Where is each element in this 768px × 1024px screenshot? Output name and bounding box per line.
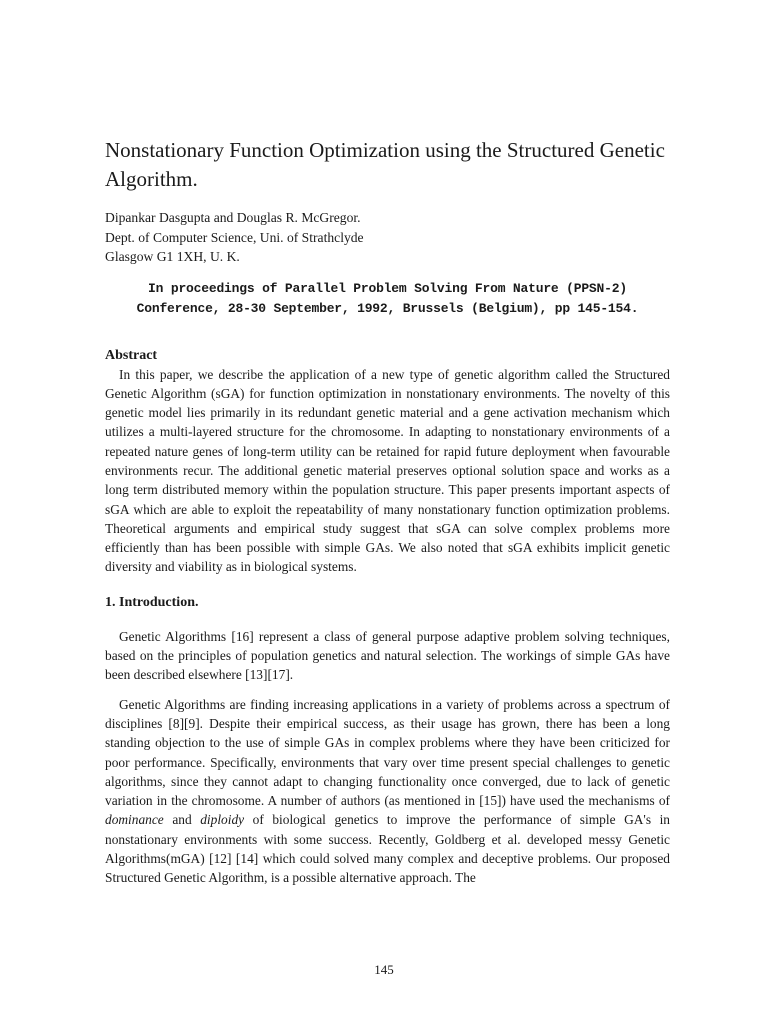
author-department: Dept. of Computer Science, Uni. of Strathclyde xyxy=(105,229,364,245)
proceedings-line-2: Conference, 28-30 September, 1992, Brussels (Belgium), pp 145-154. xyxy=(136,300,639,316)
intro-p2-text-b: and xyxy=(163,812,201,828)
intro-p2-text-c: of biological genetics to improve the performance of simple GA's in nonstationary environments with some success. Recently, Goldberg et al. developed messy Genetic Algorithms(mGA) [12] [14] which could solved many complex and deceptive problems. Our proposed Structured Genetic Algorithm, is a possible alternative approach. The xyxy=(105,812,670,886)
abstract-heading: Abstract xyxy=(105,347,158,363)
author-names: Dipankar Dasgupta and Douglas R. McGregor. xyxy=(105,210,361,225)
term-diploidy: diploidy xyxy=(200,812,245,828)
intro-p2-text-a: Genetic Algorithms are finding increasing applications in a variety of problems across a spectrum of disciplines [8][9]. Despite their empirical success, as their usage has grown, there has been a long standing objection to the use of simple GAs in complex problems where they have been criticized for poor performance. Specifically, environments that vary over time present special challenges to genetic algorithms, since they cannot adapt to changing functionality once converged, due to lack of genetic variation in the chromosome. A number of authors (as mentioned in [15]) have used the mechanisms of xyxy=(105,696,670,809)
author-address: Glasgow G1 1XH, U. K. xyxy=(105,249,240,264)
page-number: 145 xyxy=(374,962,394,977)
introduction-heading: 1. Introduction. xyxy=(105,594,199,610)
term-dominance: dominance xyxy=(105,812,164,828)
proceedings-note xyxy=(105,279,670,319)
proceedings-line-1: In proceedings of Parallel Problem Solving From Nature (PPSN-2) xyxy=(148,280,627,296)
author-block xyxy=(105,208,670,267)
introduction-paragraph-1: Genetic Algorithms [16] represent a class of general purpose adaptive problem solving techniques, based on the principles of population genetics and natural selection. The workings of simple GAs have been described elsewhere [13][17]. xyxy=(105,628,670,683)
introduction-paragraph-2 xyxy=(105,695,670,888)
paper-page xyxy=(105,136,670,888)
paper-title: Nonstationary Function Optimization using the Structured Genetic Algorithm. xyxy=(105,138,665,191)
abstract-text: In this paper, we describe the application of a new type of genetic algorithm called the Structured Genetic Algorithm (sGA) for function optimization in nonstationary environments. The novelty of this genetic model lies primarily in its redundant genetic material and a gene activation mechanism which utilizes a multi-layered structure for the chromosome. In adapting to nonstationary environments of a repeated nature genes of long-term utility can be retained for rapid future deployment when favourable environments recur. The additional genetic material preserves optional solution space and works as a long term distributed memory within the population structure. This paper presents important aspects of sGA which are able to exploit the repeatability of many nonstationary function optimization problems. Theoretical arguments and empirical study suggest that sGA can solve complex problems more efficiently than has been possible with simple GAs. We also noted that sGA exhibits implicit genetic diversity and viability as in biological systems. xyxy=(105,366,670,575)
